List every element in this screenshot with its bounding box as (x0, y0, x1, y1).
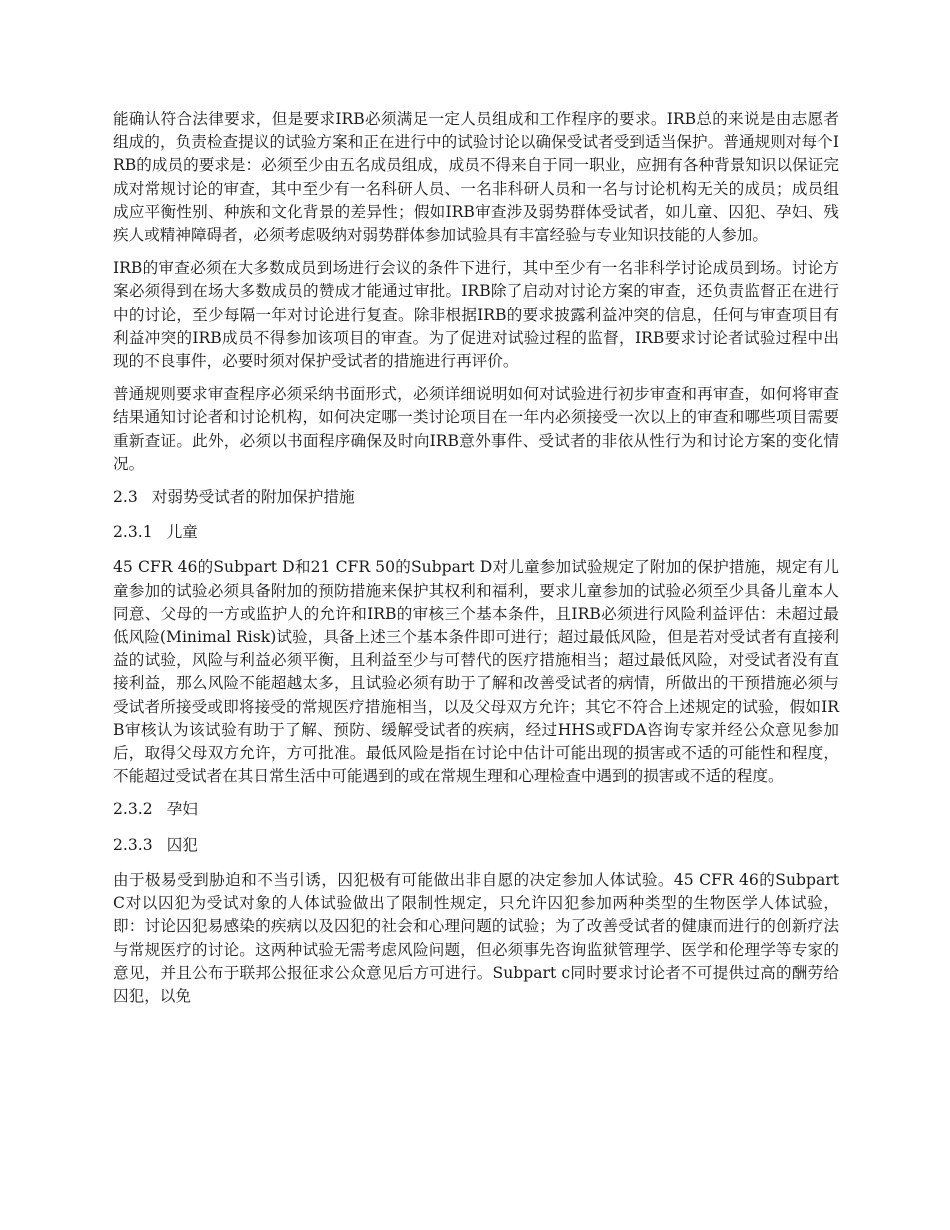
section-number: 2.3.2 (113, 800, 153, 819)
document-page (113, 108, 839, 1018)
paragraph-irb-review: IRB的审查必须在大多数成员到场进行会议的条件下进行，其中至少有一名非科学讨论成员到场。讨论方案必须得到在场大多数成员的赞成才能通过审批。IRB除了启动对讨论方案的审查，还负责监督正在进行中的讨论，至少每隔一年对讨论进行复查。除非根据IRB的要求披露利益冲突的信息，任何与审查项目有利益冲突的IRB成员不得参加该项目的审查。为了促进对试验过程的监督，IRB要求讨论者试验过程中出现的不良事件，必要时须对保护受试者的措施进行再评价。 (113, 259, 839, 371)
section-title: 囚犯 (166, 835, 198, 854)
section-number: 2.3 (113, 488, 138, 507)
section-heading-2-3-2 (113, 798, 839, 821)
section-title: 孕妇 (166, 800, 198, 819)
section-title: 儿童 (166, 523, 198, 542)
section-heading-2-3-3 (113, 834, 839, 857)
paragraph-children: 45 CFR 46的Subpart D和21 CFR 50的Subpart D对儿童参加试验规定了附加的保护措施，规定有儿童参加的试验必须具备附加的预防措施来保护其权利和福利，要求儿童参加的试验必须至少具备儿童本人同意、父母的一方或监护人的允许和IRB的审核三个基本条件，且IRB必须进行风险利益评估：未超过最低风险(Minimal Risk)试验，具备上述三个基本条件即可进行；超过最低风险，但是若对受试者有直接利益的试验，风险与利益必须平衡，且利益至少与可替代的医疗措施相当；超过最低风险，对受试者没有直接利益，那么风险不能超越太多，且试验必须有助于了解和改善受试者的病情，所做出的干预措施必须与受试者所接受或即将接受的常规医疗措施相当，以及父母双方允许；其它不符合上述规定的试验，假如IRB审核认为该试验有助于了解、预防、缓解受试者的疾病，经过HHS或FDA咨询专家并经公众意见参加后，取得父母双方允许，方可批准。最低风险是指在讨论中估计可能出现的损害或不适的可能性和程度，不能超过受试者在其日常生活中可能遇到的或在常规生理和心理检查中遇到的损害或不适的程度。 (113, 558, 839, 786)
section-number: 2.3.3 (113, 835, 153, 854)
section-title: 对弱势受试者的附加保护措施 (151, 488, 355, 507)
paragraph-review-procedure: 普通规则要求审查程序必须采纳书面形式，必须详细说明如何对试验进行初步审查和再审查，如何将审查结果通知讨论者和讨论机构，如何决定哪一类讨论项目在一年内必须接受一次以上的审查和哪些项目需要重新查证。此外，必须以书面程序确保及时向IRB意外事件、受试者的非依从性行为和讨论方案的变化情况。 (113, 385, 839, 473)
paragraph-prisoners: 由于极易受到胁迫和不当引诱，囚犯极有可能做出非自愿的决定参加人体试验。45 CFR 46的Subpart C对以囚犯为受试对象的人体试验做出了限制性规定，只允许囚犯参加两种类型的生物医学人体试验，即：讨论囚犯易感染的疾病以及囚犯的社会和心理问题的试验；为了改善受试者的健康而进行的创新疗法与常规医疗的讨论。这两种试验无需考虑风险问题，但必须事先咨询监狱管理学、医学和伦理学等专家的意见，并且公布于联邦公报征求公众意见后方可进行。Subpart c同时要求讨论者不可提供过高的酬劳给囚犯，以免 (113, 870, 839, 1005)
section-heading-2-3 (113, 486, 839, 509)
section-heading-2-3-1 (113, 521, 839, 544)
section-number: 2.3.1 (113, 523, 153, 542)
paragraph-irb-composition: 能确认符合法律要求，但是要求IRB必须满足一定人员组成和工作程序的要求。IRB总的来说是由志愿者组成的，负责检查提议的试验方案和正在进行中的试验讨论以确保受试者受到适当保护。普通规则对每个IRB的成员的要求是：必须至少由五名成员组成，成员不得来自于同一职业，应拥有各种背景知识以保证完成对常规讨论的审查，其中至少有一名科研人员、一名非科研人员和一名与讨论机构无关的成员；成员组成应平衡性别、种族和文化背景的差异性；假如IRB审查涉及弱势群体受试者，如儿童、囚犯、孕妇、残疾人或精神障碍者，必须考虑吸纳对弱势群体参加试验具有丰富经验与专业知识技能的人参加。 (113, 110, 839, 245)
